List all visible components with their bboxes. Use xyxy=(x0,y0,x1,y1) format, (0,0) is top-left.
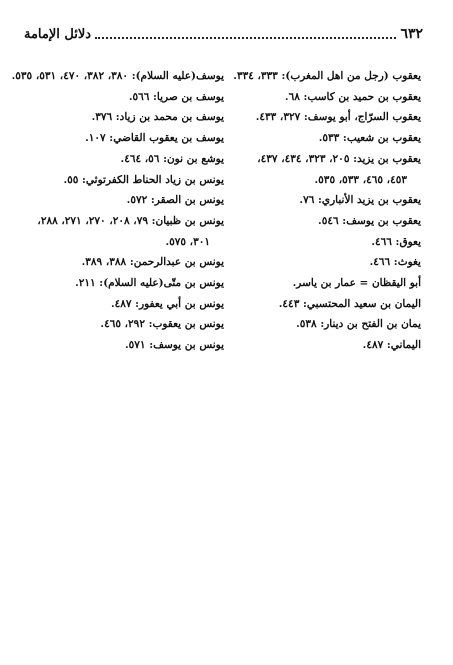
index-entry: يونس بن أبي يعفور: ٤٨٧. xyxy=(110,297,224,310)
index-entry: يعقوب بن يزيد الأنباري: ٧٦. xyxy=(299,194,421,207)
index-entry: يونس بن يوسف: ٥٧١. xyxy=(124,339,224,352)
index-entry: يونس بن ظبيان: ٧٩، ٢٠٨، ٢٧٠، ٢٧١، ٢٨٨، xyxy=(37,214,224,227)
index-entry: يوسف بن يعقوب القاضي: ١٠٧. xyxy=(85,132,224,145)
index-entry-continuation: ٣٠١، ٥٧٥. xyxy=(165,235,210,248)
index-entry: يوشع بن نون: ٥٦، ٤٦٤. xyxy=(120,152,224,165)
index-entry: أبو اليقظان = عمار بن ياسر. xyxy=(292,277,421,290)
index-entry: يعقوب السرّاج، أبو يوسف: ٣٢٧، ٤٣٣. xyxy=(255,111,421,124)
index-entry: يوسف بن صريا: ٥٦٦. xyxy=(128,90,224,103)
index-entry: يعقوب بن شعيب: ٥٣٣. xyxy=(318,132,421,145)
index-entry: يونس بن يعقوب: ٢٩٢، ٤٦٥. xyxy=(100,318,224,331)
index-entry: يونس بن الصقر: ٥٧٢. xyxy=(126,194,224,207)
index-entry: يونس بن زياد الحناط الكفرتوثي: ٥٥. xyxy=(63,173,224,186)
index-entry: يونس بن متّى(عليه السلام): ٢١١. xyxy=(75,277,224,290)
index-entry: اليمان بن سعيد المحتسبي: ٤٤٣. xyxy=(278,297,421,310)
index-entry: يغوث: ٤٦٦. xyxy=(369,256,421,269)
index-entry: يوسف(عليه السلام): ٣٨٠، ٣٨٢، ٤٧٠، ٥٣١، ٥٣٥. xyxy=(11,70,224,82)
index-entry: يعقوب (رجل من اهل المغرب): ٣٣٣، ٣٣٤. xyxy=(233,70,421,82)
book-title: دلائل الإمامة xyxy=(24,26,92,42)
index-entry: يوسف بن محمد بن زياد: ٣٧٦. xyxy=(91,111,224,124)
index-entry: يمان بن الفتح بن دينار: ٥٣٨. xyxy=(296,318,421,331)
index-entry: يعقوب بن يوسف: ٥٤٦. xyxy=(318,214,421,227)
page-number: ٦٣٢ xyxy=(400,26,423,42)
index-column-left xyxy=(11,66,224,356)
index-entry: يعوق: ٤٦٦. xyxy=(371,235,421,248)
index-entry: يعقوب بن حميد بن كاسب: ٦٨. xyxy=(284,90,421,103)
index-entry: يعقوب بن يزيد: ٢٠٥، ٣٢٣، ٤٣٤، ٤٣٧، xyxy=(257,152,421,165)
index-entry: اليماني: ٤٨٧. xyxy=(362,339,421,352)
page-header xyxy=(24,24,423,44)
index-entry-continuation: ٤٥٣، ٤٦٥، ٥٣٣، ٥٣٥. xyxy=(314,173,407,186)
header-dotted-leader xyxy=(95,29,396,39)
index-entry: يونس بن عبدالرحمن: ٣٨٨، ٣٨٩. xyxy=(81,256,224,269)
index-column-right xyxy=(221,66,421,356)
